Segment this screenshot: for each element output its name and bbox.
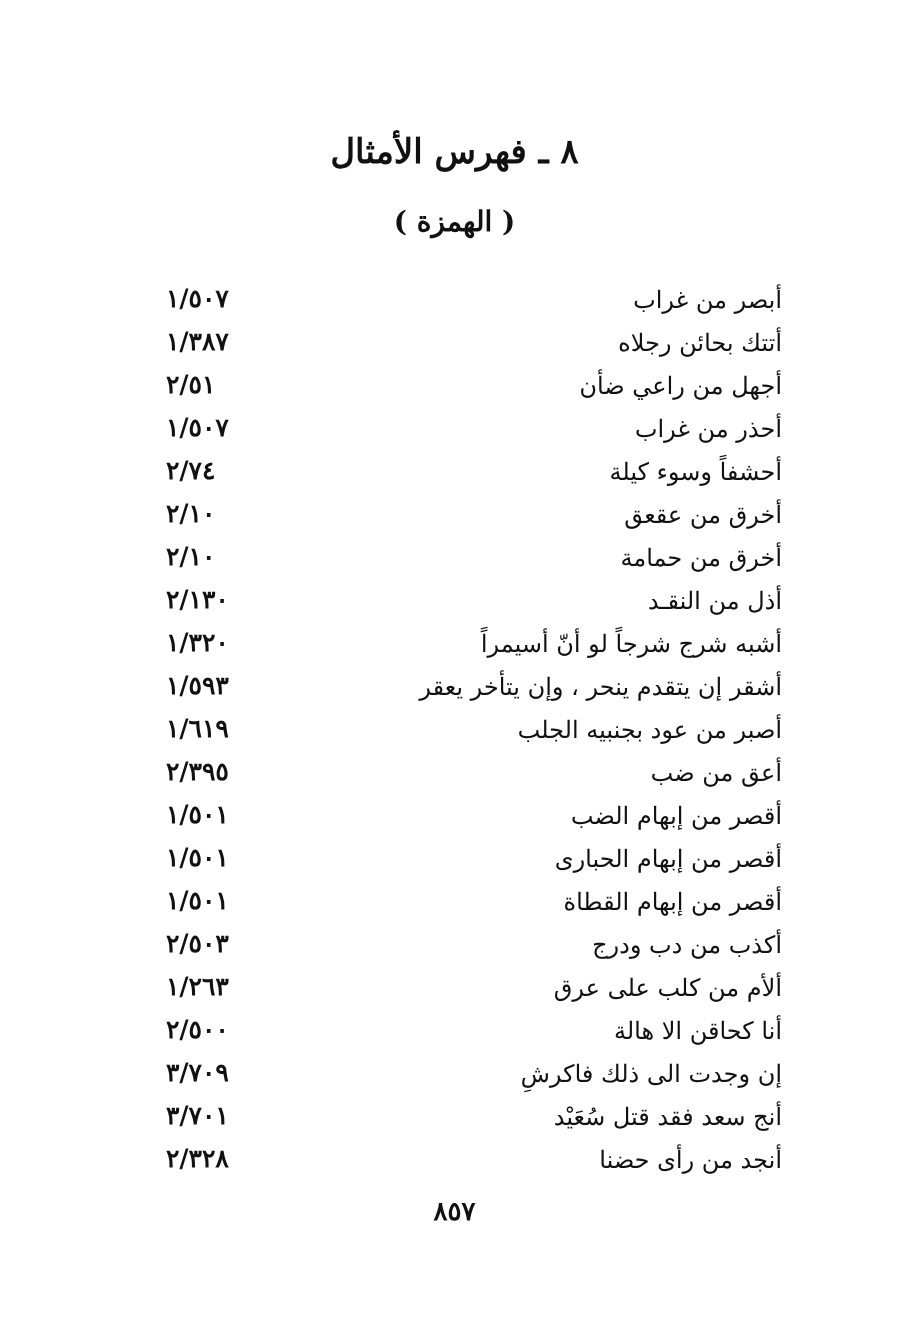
list-item: [0, 493, 909, 536]
volume-page-ref: ٢/٥١: [166, 370, 216, 399]
volume-page-ref: ٣/٧٠٩: [166, 1058, 229, 1087]
volume-page-ref: ٢/٥٠٠: [166, 1015, 229, 1044]
list-item: [0, 364, 909, 407]
volume-page-ref: ٢/٥٠٣: [166, 929, 229, 958]
proverb-text: أحذر من غراب: [634, 415, 782, 443]
list-item: [0, 536, 909, 579]
volume-page-ref: ١/٥٠١: [166, 843, 229, 872]
list-item: [0, 837, 909, 880]
volume-page-ref: ١/٥٠١: [166, 886, 229, 915]
volume-page-ref: ١/٥٠٧: [166, 284, 229, 313]
volume-page-ref: ١/٥٩٣: [166, 671, 229, 700]
list-item: [0, 794, 909, 837]
proverb-text: أعق من ضب: [650, 759, 782, 787]
volume-page-ref: ١/٥٠٧: [166, 413, 229, 442]
index-title: ٨ ـ فهرس الأمثال: [330, 132, 579, 172]
volume-page-ref: ١/٦١٩: [166, 714, 229, 743]
proverb-text: أنج سعد فقد قتل سُعَيْد: [553, 1103, 782, 1131]
proverb-text: أشقر إن يتقدم ينحر ، وإن يتأخر يعقر: [419, 673, 782, 701]
proverb-text: أجهل من راعي ضأن: [579, 372, 782, 400]
list-item: [0, 1009, 909, 1052]
list-item: [0, 966, 909, 1009]
proverb-text: أقصر من إبهام القطاة: [563, 888, 782, 916]
volume-page-ref: ٢/١٠: [166, 499, 216, 528]
proverb-text: أبصر من غراب: [633, 286, 782, 314]
proverb-text: أحشفاً وسوء كيلة: [609, 458, 782, 486]
list-item: [0, 923, 909, 966]
proverb-text: أذل من النقـد: [647, 587, 782, 615]
volume-page-ref: ١/٢٦٣: [166, 972, 229, 1001]
proverb-text: إن وجدت الى ذلك فاكرشِ: [520, 1060, 782, 1088]
proverb-text: أنا كحاقن الا هالة: [613, 1017, 782, 1045]
volume-page-ref: ٣/٧٠١: [166, 1101, 229, 1130]
list-item: [0, 1095, 909, 1138]
list-item: [0, 579, 909, 622]
proverb-text: أنجد من رأى حضنا: [599, 1146, 782, 1174]
list-item: [0, 407, 909, 450]
proverb-text: أكذب من دب ودرج: [592, 931, 782, 959]
list-item: [0, 1052, 909, 1095]
list-item: [0, 665, 909, 708]
volume-page-ref: ١/٣٨٧: [166, 327, 229, 356]
list-item: [0, 622, 909, 665]
list-item: [0, 880, 909, 923]
proverb-text: أتتك بحائن رجلاه: [618, 329, 782, 357]
volume-page-ref: ٢/٣٢٨: [166, 1144, 229, 1173]
proverb-index-list: [0, 278, 909, 1181]
volume-page-ref: ٢/١٠: [166, 542, 216, 571]
proverb-text: أقصر من إبهام الضب: [570, 802, 782, 830]
proverb-text: أشبه شرج شرجاً لو أنّ أسيمراً: [480, 630, 782, 658]
list-item: [0, 278, 909, 321]
proverb-text: ألأم من كلب على عرق: [553, 974, 782, 1002]
volume-page-ref: ٢/٣٩٥: [166, 757, 229, 786]
list-item: [0, 321, 909, 364]
volume-page-ref: ١/٣٢٠: [166, 628, 229, 657]
proverb-text: أخرق من عقعق: [624, 501, 782, 529]
volume-page-ref: ٢/٧٤: [166, 456, 216, 485]
volume-page-ref: ٢/١٣٠: [166, 585, 229, 614]
volume-page-ref: ١/٥٠١: [166, 800, 229, 829]
list-item: [0, 708, 909, 751]
proverb-text: أقصر من إبهام الحبارى: [554, 845, 782, 873]
list-item: [0, 751, 909, 794]
list-item: [0, 450, 909, 493]
proverb-text: أخرق من حمامة: [620, 544, 782, 572]
page-number: ٨٥٧: [433, 1197, 476, 1227]
section-heading: ( الهمزة ): [393, 205, 516, 238]
list-item: [0, 1138, 909, 1181]
proverb-text: أصبر من عود بجنبيه الجلب: [517, 716, 782, 744]
